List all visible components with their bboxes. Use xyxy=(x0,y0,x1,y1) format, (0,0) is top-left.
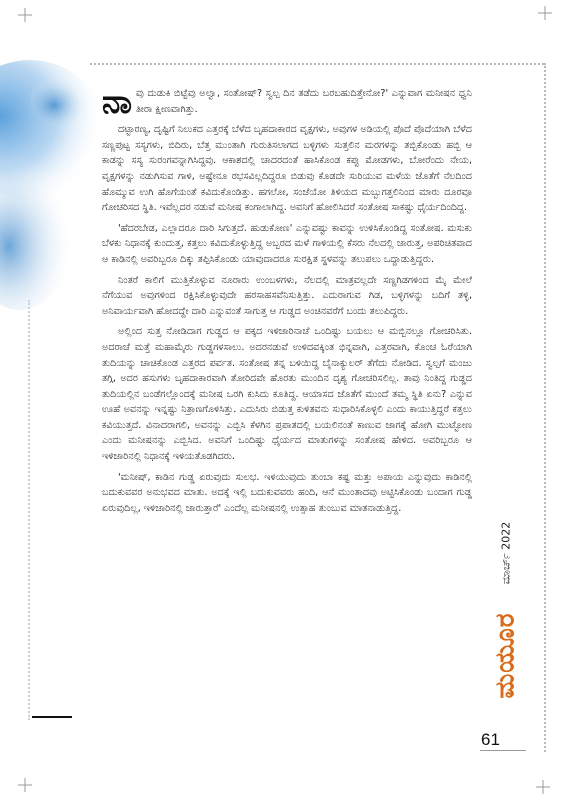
page-number-rule xyxy=(480,750,526,751)
dropcap: ನಾ xyxy=(102,82,132,121)
article-body xyxy=(102,82,472,521)
issue-date xyxy=(486,508,526,598)
magazine-logo xyxy=(486,600,526,710)
magazine-logo-text: ಮಯೂರ xyxy=(490,612,521,698)
article-paragraph: ದಟ್ಟಾರಣ್ಯ, ದೃಷ್ಟಿಗೆ ನಿಲುಕದ ಎತ್ತರಕ್ಕೆ ಬೆಳೆದ ಬೃಹದಾಕಾರದ ವೃಕ್ಷಗಳು, ಅವುಗಳ ಅಡಿಯಲ್ಲಿ ಪೊದೆ ಪೊದೆಯಾಗಿ ಬೆಳೆದ ಸಣ್ಣಪುಟ್ಟ ಸಸ್ಯಗಳು, ಬಿದಿರು, ಬೆತ್ತ ಮುಂತಾಗಿ ಗುರುತಿಸಲಾಗದ ಬಳ್ಳಿಗಳು ಸುತ್ತಲಿನ ಮರಗಳನ್ನು ತಬ್ಬಿಕೊಂಡು ಹಬ್ಬಿ ಆ ಕಾಡನ್ನು ಸಸ್ಯ ಸುರಂಗವನ್ನಾಗಿಸಿದ್ದವು. ಆಕಾಶದಲ್ಲಿ ಚಾದರದಂತೆ ಹಾಸಿಕೊಂಡ ಕಪ್ಪು ಮೋಡಗಳು, ಬೋರೆಂದು ನೇಯ, ವೃಕ್ಷಗಳನ್ನು ನಡುಗಿಸುವ ಗಾಳಿ, ಅಷ್ಟೇನೂ ರಭಸವಿಲ್ಲದಿದ್ದರೂ ಬಿಡುವು ಕೊಡದೇ ಸುರಿಯುವ ಮಳೆಯ ಜೊತೆಗೆ ನೆಲದಿಂದ ಹೊಮ್ಮುವ ಉಗಿ ಹೊಗೆಯಂತೆ ಕವಿದುಕೊಂಡಿತ್ತು. ಹಗಲೋ, ಸಂಜೆಯೋ ತಿಳಿಯದ ಮಬ್ಬುಗತ್ತಲಿನಿಂದ ಮಾರು ದೂರವೂ ಗೋಚರಿಸದ ಸ್ಥಿತಿ. ಇವೆಲ್ಲದರ ನಡುವೆ ಮನೀಷ ಕಂಗಾಲಾಗಿದ್ದ. ಅವನಿಗೆ ಹೋಲಿಸಿದರೆ ಸಂತೋಷ ಸಾಕಷ್ಟು ಧೈರ್ಯದಿಂದಿದ್ದ. xyxy=(102,124,472,214)
issue-date-text: ಮಾರ್ಚ್ 2022 xyxy=(499,521,512,585)
paragraph-text: ವು ದುಡುಕಿ ಬಿಟ್ಟೆವು ಅಲ್ವಾ, ಸಂತೋಷ್? ಸ್ವಲ್ಪ ದಿನ ತಡೆದು ಬರಬಹುದಿತ್ತೇನೋ?' ಎನ್ನುವಾಗ ಮನೀಷನ ಧ್ವನಿ ತೀರಾ ಕ್ಷೀಣವಾಗಿತ್ತು. xyxy=(136,88,472,115)
crop-mark-bottom-right xyxy=(536,780,550,794)
article-paragraph: ಅಲ್ಲಿಂದ ಸುತ್ತ ನೋಡಿದಾಗ ಗುಡ್ಡದ ಆ ಪಕ್ಕದ ಇಳಿಜಾರಿನಾಚೆ ಒಂದಿಷ್ಟು ಬಯಲು ಆ ಮಬ್ಬಿನಲ್ಲೂ ಗೋಚರಿಸಿತು. ಅದರಾಚೆ ಮತ್ತೆ ಮಹಾಮೈರು ಗುಡ್ಡಗಳಸಾಲು. ಅದರನಡುವೆ ಉಳಿದವಕ್ಕಿಂತ ಭಿನ್ನವಾಗಿ, ಎತ್ತರವಾಗಿ, ಕೊಂಚ ಓರೆಯಾಗಿ ತುದಿಯನ್ನು ಚಾಚಿಕೊಂಡ ಎತ್ತರದ ಪರ್ವತ. ಸಂತೋಷ ತನ್ನ ಬಳಿಯಿದ್ದ ಬೈನಾಕ್ಯುಲರ್ ತೆಗೆದು ನೋಡಿದ. ಸ್ವಲ್ಪಗೆ ಮಂಜು ತಗ್ಗಿ, ಅದರ ಹಸುಗಳು ಬೃಹದಾಕಾರವಾಗಿ ತೋರಿದವೇ ಹೊರತು ಮುಂದಿನ ದೃಶ್ಯ ಗೋಚರಿಸಲಿಲ್ಲ. ತಾವು ನಿಂತಿದ್ದ ಗುಡ್ಡದ ತುದಿಯಲ್ಲಿನ ಬಂಡೆಗಲ್ಲೊಂದಕ್ಕೆ ಮನೀಷ ಒರಗಿ ಕುಸಿದು ಕೂತಿದ್ದ. ಆಯಾಸದ ಜೊತೆಗೆ ಮುಂದೆ ತಮ್ಮ ಸ್ಥಿತಿ ಏನು? ಎನ್ನುವ ಊಹೆ ಅವನನ್ನು ಇನ್ನಷ್ಟು ನಿತ್ರಾಣಗೊಳಿಸಿತ್ತು. ಎದುಸಿರು ಬಿಡುತ್ತ ಕುಳಿತವನು ಸುಧಾರಿಸಿಕೊಳ್ಳಲಿ ಎಂದು ಕಾಯುತ್ತಿದ್ದರೆ ಕತ್ತಲು ಕವಿಯುತ್ತದೆ. ವಿನಾದರಾಗಲಿ, ಅವನನ್ನು ಎಬ್ಬಿಸಿ ಕೆಳಗಿನ ಪ್ರಪಾತದಲ್ಲಿ ಬಯಲಿನಂತೆ ಕಾಣುವ ಜಾಗಕ್ಕೆ ಹೋಗಿ ಮುಟ್ಟೋಣ ಎಂದು ಮನೀಷನನ್ನು ಎಬ್ಬಿಸಿದ. ಅವನಿಗೆ ಒಂದಿಷ್ಟು ಧೈರ್ಯದ ಮಾತುಗಳನ್ನು ಸಂತೋಷ ಹೇಳಿದ. ಅವರಿಬ್ಬರೂ ಆ ಇಳಿಜಾರಿನಲ್ಲಿ ನಿಧಾನಕ್ಕೆ ಇಳಿಯತೊಡಗಿದರು. xyxy=(102,326,472,463)
right-dotted-rule xyxy=(544,63,546,752)
crop-mark-top-right xyxy=(538,6,552,20)
left-margin-rule xyxy=(32,716,72,718)
crop-mark-top-left xyxy=(18,8,32,22)
watercolor-splash-decoration xyxy=(0,60,110,320)
article-paragraph xyxy=(102,82,472,121)
article-paragraph: 'ಹೆದರಬೇಡ, ಎಲ್ಲಾದರೂ ದಾರಿ ಸಿಗುತ್ತದೆ. ಹುಡುಕೋಣ' ಎನ್ನುವಷ್ಟು ಕಾವನ್ನು ಉಳಿಸಿಕೊಂಡಿದ್ದ ಸಂತೋಷ. ಮಸುಕು ಬೆಳಕು ನಿಧಾನಕ್ಕೆ ಕುಂದುತ್ತ, ಕತ್ತಲು ಕವಿದುಕೊಳ್ಳುತ್ತಿದ್ದ ಅಬ್ಬರದ ಮಳೆ ಗಾಳಿಯಲ್ಲಿ ಕೆಸರು ನೆಲದಲ್ಲಿ ಜಾರುತ್ತ, ಅಪರಿಚಿತವಾದ ಆ ಕಾಡಿನಲ್ಲಿ ಅವರಿಬ್ಬರೂ ದಿಕ್ಕು ತಪ್ಪಿಸಿಕೊಂಡು ಯಾವುದಾದರೂ ಸುರಕ್ಷಿತ ಸ್ಥಳವನ್ನು ತಲುಪಲು ಒದ್ದಾಡುತ್ತಿದ್ದರು. xyxy=(102,222,472,265)
left-dotted-rule xyxy=(28,300,30,720)
crop-mark-bottom-left xyxy=(18,778,32,792)
page-number: 61 xyxy=(481,730,500,749)
article-paragraph: ನಿಂತರೆ ಕಾಲಿಗೆ ಮುತ್ತಿಕೊಳ್ಳುವ ನೂರಾರು ಉಂಬಳಗಳು, ನೆಲದಲ್ಲಿ ಮಾತ್ರವಲ್ಲದೇ ಸಣ್ಣಗಿಡಗಳಿಂದ ಮೈ ಮೇಲೆ ನೆಗೆಯುವ ಅವುಗಳಿಂದ ರಕ್ಷಿಸಿಕೊಳ್ಳುವುದೇ ಹರಸಾಹಸವೆನಿಸುತ್ತಿತ್ತು. ಎದುರಾಗುವ ಗಿಡ, ಬಳ್ಳಿಗಳನ್ನು ಬದಿಗೆ ತಳ್ಳಿ, ಅನಿವಾರ್ಯವಾಗಿ ಹೋದದ್ದೇ ದಾರಿ ಎನ್ನುವಂತೆ ಸಾಗುತ್ತ ಆ ಗುಡ್ಡದ ಅಂಚಿನವರೆಗೆ ಬಂದು ತಲುಪಿದ್ದರು. xyxy=(102,274,472,317)
article-paragraph: 'ಮನೀಷ್, ಕಾಡಿನ ಗುಡ್ಡ ಏರುವುದು ಸುಲಭ. ಇಳಿಯುವುದು ತುಂಬಾ ಕಷ್ಟ ಮತ್ತು ಅಪಾಯ ಎನ್ನುವುದು ಕಾಡಿನಲ್ಲಿ ಬದುಕುವವರ ಅನುಭವದ ಮಾತು. ಅದಕ್ಕೆ ಇಲ್ಲಿ ಬದುಕುವವರು ಹಂದಿ, ಆನೆ ಮುಂತಾದವು ಅಟ್ಟಿಸಿಕೊಂಡು ಬಂದಾಗ ಗುಡ್ಡ ಏರುವುದಿಲ್ಲ, ಇಳಿಜಾರಿನಲ್ಲಿ ಜಾರುತ್ತಾರೆ' ಎಂದೆಲ್ಲ ಮನೀಷನಲ್ಲಿ ಉತ್ಸಾಹ ತುಂಬುವ ಮಾತನಾಡುತ್ತಿದ್ದ. xyxy=(102,471,472,514)
top-dotted-rule xyxy=(90,63,544,65)
